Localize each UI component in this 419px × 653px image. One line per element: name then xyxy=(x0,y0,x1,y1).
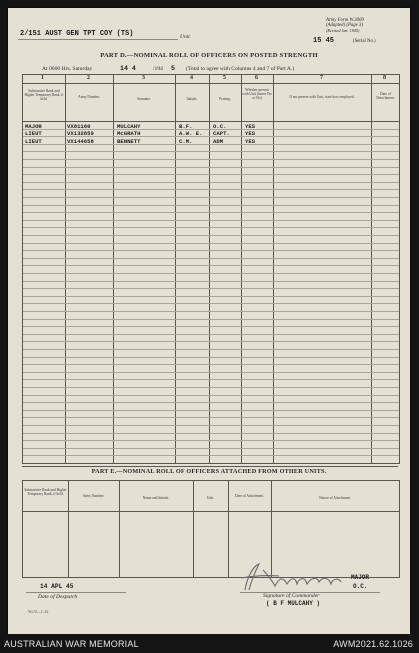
ruled-line xyxy=(23,182,399,183)
col-num-7: 7 xyxy=(320,75,323,81)
part-e-title: PART E.—NOMINAL ROLL OF OFFICERS ATTACHED FROM OTHER UNITS. xyxy=(91,468,327,475)
ruled-line xyxy=(23,372,399,373)
ruled-line xyxy=(23,334,399,335)
form-ref-1: Army Form W.3009 xyxy=(326,18,364,23)
row-3-rank: LIEUT xyxy=(25,137,42,145)
row-1-posting: O.C. xyxy=(213,122,227,130)
ruled-line xyxy=(23,402,399,403)
ruled-line xyxy=(23,273,399,274)
ruled-line xyxy=(23,455,399,456)
printer-mark: Wt.53—C.42 xyxy=(28,610,49,614)
row-2-surname: McGRATH xyxy=(117,130,141,138)
signature-label: Signature of Commander xyxy=(263,593,320,599)
ruled-line xyxy=(23,410,399,411)
header-detachment: Date of Detachment. xyxy=(376,92,395,101)
ruled-line xyxy=(23,440,399,441)
year-prefix: /194 xyxy=(153,66,163,72)
ruled-line xyxy=(23,364,399,365)
row-2-rank: LIEUT xyxy=(25,130,42,138)
col-num-1: 1 xyxy=(41,75,44,81)
ruled-line xyxy=(23,379,399,380)
header-surname: Surname. xyxy=(137,97,151,101)
serial-number: 15 45 xyxy=(313,37,335,45)
col-num-4: 4 xyxy=(190,75,193,81)
at-label: At 0600 Hrs. Saturday xyxy=(42,66,93,72)
commander-name: ( B F MULCAHY ) xyxy=(266,600,321,607)
ruled-line xyxy=(23,250,399,251)
row-1-rank: MAJOR xyxy=(25,122,42,130)
archive-id: AWM2021.62.1026 xyxy=(333,639,413,649)
e-header-unit: Unit. xyxy=(206,496,215,500)
ruled-line xyxy=(23,220,399,221)
commander-oc: O.C. xyxy=(353,583,368,590)
e-header-rank: Substantive Rank and Higher Temporary Rank, if held. xyxy=(24,488,67,497)
row-3-initials: C.M. xyxy=(179,137,193,145)
ruled-line xyxy=(23,174,399,175)
ruled-line xyxy=(23,387,399,388)
row-3-present: YES xyxy=(245,137,256,145)
row-1-surname: MULCAHY xyxy=(117,122,141,130)
ruled-line xyxy=(23,197,399,198)
header-present: Whether present with Unit (insert Yes or No) xyxy=(242,88,272,101)
part-d-title: PART D.—NOMINAL ROLL OF OFFICERS ON POSTED STRENGTH xyxy=(100,52,318,59)
ruled-line xyxy=(23,258,399,259)
roll-date: 14 4 xyxy=(120,65,136,72)
row-2-initials: A.W. E. xyxy=(179,130,203,138)
header-posting: Posting. xyxy=(219,97,231,101)
total-note: (Total to agree with Columns 4 and 7 of Part A.) xyxy=(186,66,295,72)
row-1-number: VX81160 xyxy=(67,122,91,130)
ruled-line xyxy=(23,326,399,327)
ruled-line xyxy=(23,265,399,266)
ruled-line xyxy=(23,189,399,190)
despatch-date: 14 APL 45 xyxy=(40,583,74,590)
form-ref-2: (Adapted) (Page 3) xyxy=(326,23,364,28)
row-2-posting: CAPT. xyxy=(213,130,230,138)
header-employed: If not present with Unit, state how employed. xyxy=(289,95,355,99)
despatch-label: Date of Despatch xyxy=(38,594,78,600)
ruled-line xyxy=(23,417,399,418)
year-digit: 5 xyxy=(171,65,175,72)
archive-source: AUSTRALIAN WAR MEMORIAL xyxy=(4,639,139,649)
ruled-line xyxy=(23,349,399,350)
ruled-line xyxy=(23,357,399,358)
row-1-initials: B.F. xyxy=(179,122,193,130)
ruled-line xyxy=(23,227,399,228)
header-army-number: Army Number. xyxy=(78,95,100,99)
e-header-nature: Nature of Attachment. xyxy=(318,496,352,500)
part-d-table xyxy=(22,74,400,464)
ruled-line xyxy=(23,448,399,449)
ruled-line xyxy=(23,303,399,304)
unit-label: Unit xyxy=(180,34,190,40)
form-page xyxy=(8,8,410,634)
ruled-line xyxy=(23,167,399,168)
e-header-army-number: Army Number. xyxy=(82,494,105,498)
col-num-3: 3 xyxy=(142,75,145,81)
form-ref-3: (Revised Jan. 1945) xyxy=(326,28,360,33)
header-rank: Substantive Rank and Higher Temporary Rank, if held. xyxy=(24,89,64,102)
archive-caption-bar xyxy=(0,634,419,653)
ruled-line xyxy=(23,311,399,312)
row-3-number: VX144658 xyxy=(67,137,94,145)
ruled-line xyxy=(23,395,399,396)
ruled-line xyxy=(23,425,399,426)
ruled-line xyxy=(23,433,399,434)
row-1-present: YES xyxy=(245,122,256,130)
row-3-posting: ADM xyxy=(213,137,224,145)
ruled-line xyxy=(23,243,399,244)
serial-label: (Serial No.) xyxy=(353,39,376,44)
ruled-line xyxy=(23,212,399,213)
ruled-line xyxy=(23,281,399,282)
header-initials: Initials. xyxy=(186,97,198,101)
commander-rank: MAJOR xyxy=(351,574,370,581)
e-header-name: Name and Initials. xyxy=(142,496,170,500)
ruled-line xyxy=(23,288,399,289)
ruled-line xyxy=(23,205,399,206)
row-2-present: YES xyxy=(245,130,256,138)
col-num-2: 2 xyxy=(87,75,90,81)
ruled-line xyxy=(23,235,399,236)
ruled-line xyxy=(23,296,399,297)
col-num-6: 6 xyxy=(255,75,258,81)
e-header-date: Date of Attachment. xyxy=(234,494,265,498)
col-num-8: 8 xyxy=(383,75,386,81)
ruled-line xyxy=(23,151,399,152)
ruled-line xyxy=(23,159,399,160)
row-3-surname: BENNETT xyxy=(117,137,141,145)
ruled-line xyxy=(23,319,399,320)
row-2-number: VX132859 xyxy=(67,130,94,138)
ruled-line xyxy=(23,341,399,342)
col-num-5: 5 xyxy=(223,75,226,81)
unit-name: 2/151 AUST GEN TPT COY (TS) xyxy=(20,30,134,38)
